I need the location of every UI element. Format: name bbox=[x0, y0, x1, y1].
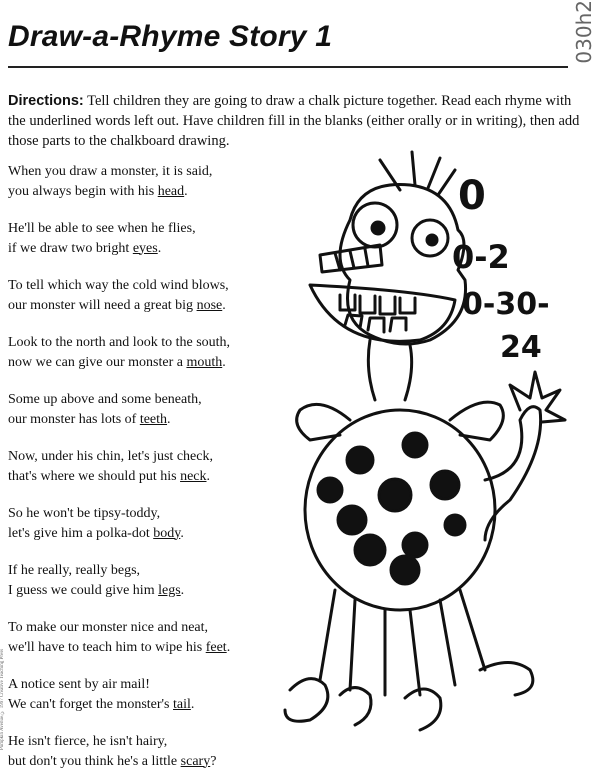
rhyme-punctuation: . bbox=[167, 411, 171, 427]
hair-strokes bbox=[380, 152, 455, 195]
rhyme-line bbox=[8, 182, 298, 202]
rhyme-punctuation: . bbox=[222, 354, 226, 370]
rhyme-text: I guess we could give him bbox=[8, 582, 159, 598]
rhyme-punctuation: . bbox=[157, 240, 162, 256]
rhyme-line: A notice sent by air mail! bbox=[8, 677, 150, 692]
rhyme-underlined-word: neck bbox=[180, 468, 207, 484]
rhyme-text: you always begin with his bbox=[8, 183, 158, 199]
dot bbox=[318, 478, 342, 502]
rhyme-line bbox=[8, 695, 298, 715]
rhyme-stanza bbox=[8, 447, 298, 486]
handwritten-score-3: 0-30- bbox=[462, 287, 550, 322]
dot bbox=[347, 447, 373, 473]
rhyme-stanza bbox=[8, 162, 298, 201]
neck bbox=[368, 340, 411, 400]
rhyme-line: To tell which way the cold wind blows, bbox=[8, 278, 229, 293]
dot bbox=[403, 533, 427, 557]
rhyme-punctuation: . bbox=[206, 468, 210, 484]
rhyme-punctuation: . bbox=[180, 582, 185, 598]
rhyme-underlined-word: mouth bbox=[186, 354, 223, 370]
foot-1 bbox=[285, 679, 328, 722]
rhyme-punctuation: . bbox=[226, 639, 231, 655]
rhyme-punctuation: ? bbox=[210, 753, 217, 769]
rhyme-punctuation: . bbox=[222, 297, 226, 313]
foot-3 bbox=[405, 689, 441, 730]
dot bbox=[431, 471, 459, 499]
tail-tip bbox=[510, 372, 565, 422]
rhyme-punctuation: . bbox=[180, 525, 184, 541]
dot bbox=[445, 515, 465, 535]
rhyme-stanza bbox=[8, 675, 298, 714]
dot bbox=[338, 506, 366, 534]
rhyme-text: but don't you think he's a little bbox=[8, 753, 181, 769]
rhyme-text: our monster will need a great big bbox=[8, 297, 197, 313]
rhyme-stanza bbox=[8, 732, 298, 771]
rhyme-stanza bbox=[8, 390, 298, 429]
rhyme-line: So he won't be tipsy-toddy, bbox=[8, 506, 161, 521]
rhyme-underlined-word: teeth bbox=[139, 411, 168, 427]
rhyme-line: He'll be able to see when he flies, bbox=[8, 221, 196, 236]
rhyme-underlined-word: legs bbox=[158, 582, 181, 598]
handwritten-score-2: 0-2 bbox=[452, 238, 510, 276]
rhyme-line: When you draw a monster, it is said, bbox=[8, 164, 213, 179]
monster-drawing bbox=[280, 150, 600, 770]
foot-4 bbox=[480, 663, 533, 696]
side-credit: Pumpkin Avenue © 1997 Creative Teaching Press bbox=[0, 648, 5, 750]
rhyme-underlined-word: nose bbox=[196, 297, 223, 313]
rhyme-underlined-word: head bbox=[157, 183, 185, 199]
rhyme-stanza bbox=[8, 618, 298, 657]
rhyme-line: Some up above and some beneath, bbox=[8, 392, 202, 407]
rhyme-stanza bbox=[8, 333, 298, 372]
rhyme-line bbox=[8, 467, 298, 487]
pupil-left bbox=[372, 222, 384, 234]
dot bbox=[355, 535, 385, 565]
rhyme-line bbox=[8, 410, 298, 430]
rhyme-line: Now, under his chin, let's just check, bbox=[8, 449, 213, 464]
directions-label: Directions: bbox=[8, 93, 84, 109]
foot-2 bbox=[340, 688, 371, 726]
arm-left bbox=[297, 404, 350, 440]
rhyme-line bbox=[8, 581, 298, 601]
rhyme-line: If he really, really begs, bbox=[8, 563, 141, 578]
teeth-top bbox=[340, 295, 415, 314]
dot bbox=[379, 479, 411, 511]
rhyme-underlined-word: body bbox=[153, 525, 181, 541]
corner-handwriting: 030h2 bbox=[572, 0, 596, 64]
rhyme-line: To make our monster nice and neat, bbox=[8, 620, 209, 635]
directions-text: Tell children they are going to draw a chalk picture together. Read each rhyme with the underlined words left out. Have children fill in the blanks (either orally or in writing), then add those parts to the chalkboard drawing. bbox=[8, 93, 580, 149]
dot bbox=[403, 433, 427, 457]
rhyme-stanza bbox=[8, 561, 298, 600]
rhyme-line bbox=[8, 296, 298, 316]
rhyme-line bbox=[8, 524, 298, 544]
rhyme-line: He isn't fierce, he isn't hairy, bbox=[8, 734, 168, 749]
dot bbox=[391, 556, 419, 584]
pupil-right bbox=[427, 235, 437, 245]
rhyme-text: that's where we should put his bbox=[8, 468, 181, 484]
handwritten-score-1: 0 bbox=[458, 173, 486, 219]
legs bbox=[320, 590, 485, 695]
rhyme-underlined-word: eyes bbox=[132, 240, 158, 256]
rhyme-stanza bbox=[8, 219, 298, 258]
rhyme-underlined-word: feet bbox=[205, 639, 227, 655]
rhyme-line bbox=[8, 638, 298, 658]
rhyme-line: Look to the north and look to the south, bbox=[8, 335, 231, 350]
rhyme-stanza bbox=[8, 504, 298, 543]
arm-right bbox=[450, 402, 503, 440]
handwritten-score-4: 24 bbox=[500, 330, 542, 365]
rhyme-underlined-word: scary bbox=[180, 753, 211, 769]
rhyme-text: we'll have to teach him to wipe his bbox=[8, 639, 206, 655]
rhyme-line bbox=[8, 353, 298, 373]
rhyme-underlined-word: tail bbox=[173, 696, 191, 712]
rhyme-punctuation: . bbox=[190, 696, 195, 712]
page-title: Draw-a-Rhyme Story 1 bbox=[8, 20, 333, 53]
rhyme-text: We can't forget the monster's bbox=[8, 696, 173, 712]
rhyme-line bbox=[8, 752, 298, 772]
rhyme-text: let's give him a polka-dot bbox=[8, 525, 154, 541]
rhyme-line bbox=[8, 239, 298, 259]
title-rule bbox=[8, 66, 568, 68]
rhyme-stanza bbox=[8, 276, 298, 315]
rhyme-text: now we can give our monster a bbox=[8, 354, 187, 370]
rhyme-text: if we draw two bright bbox=[8, 240, 133, 256]
rhyme-punctuation: . bbox=[184, 183, 188, 199]
rhyme-text: our monster has lots of bbox=[8, 411, 140, 427]
directions bbox=[8, 91, 588, 151]
